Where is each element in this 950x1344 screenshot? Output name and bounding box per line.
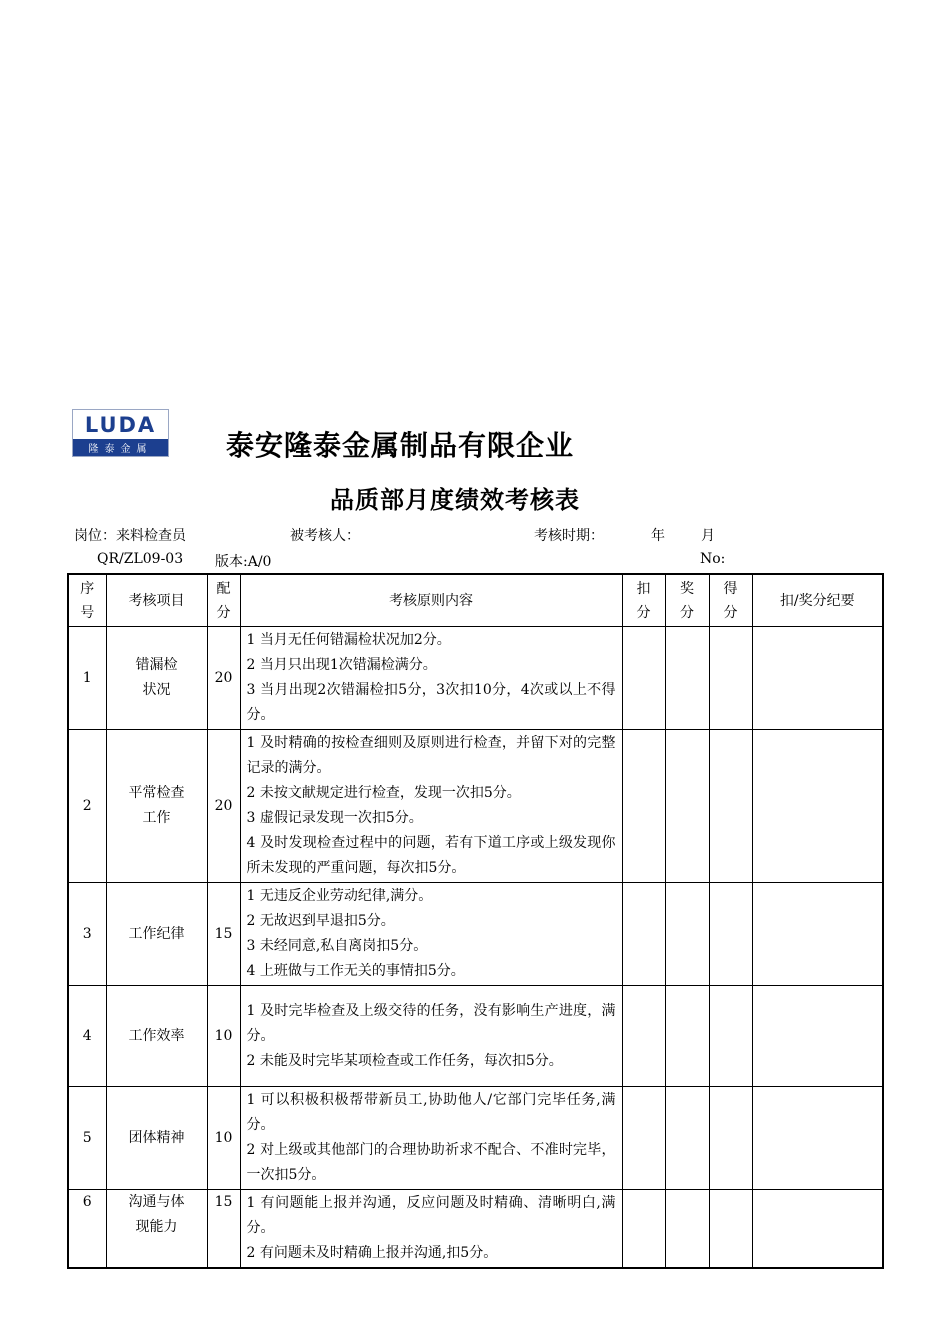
- row-deduct-cell: [622, 627, 665, 730]
- row-get-cell: [709, 883, 752, 986]
- logo-brand: LUDA: [84, 412, 157, 437]
- row-content: [240, 730, 622, 883]
- row-reward-cell: [665, 1190, 709, 1269]
- content-line: 2 对上级或其他部门的合理协助祈求不配合、不准时完毕，一次扣5分。: [246, 1142, 616, 1183]
- period-label: 考核时期：: [534, 528, 604, 544]
- content-line: 2 未能及时完毕某项检查或工作任务，每次扣5分。: [246, 1052, 563, 1069]
- row-notes-cell: [752, 883, 883, 986]
- content-line: 4 及时发现检查过程中的问题，若有下道工序或上级发现你所未发现的严重问题，每次扣5分。: [246, 835, 616, 876]
- header-notes: 扣/奖分纪要: [752, 574, 883, 627]
- version: 版本:A/0: [215, 554, 272, 570]
- assessment-table: [67, 573, 884, 1269]
- row-get-cell: [709, 986, 752, 1087]
- assessee-field: 被考核人：: [290, 528, 360, 544]
- row-item: [106, 883, 207, 986]
- row-reward-cell: [665, 730, 709, 883]
- row-reward-cell: [665, 1087, 709, 1190]
- content-line: 3 未经同意,私自离岗扣5分。: [246, 938, 428, 954]
- year-label: 年: [651, 528, 665, 544]
- row-deduct-cell: [622, 1190, 665, 1269]
- row-item-label: 沟通与体现能力: [128, 1194, 185, 1235]
- table-row: [68, 883, 883, 986]
- content-line: 1 及时精确的按检查细则及原则进行检查，并留下对的完整记录的满分。: [246, 735, 616, 776]
- table-row: [68, 627, 883, 730]
- row-reward-cell: [665, 627, 709, 730]
- row-seq: 4: [68, 986, 106, 1087]
- header-get: 得分: [709, 574, 752, 627]
- content-line: 1 可以积极积极帮带新员工,协助他人/它部门完毕任务,满分。: [246, 1092, 616, 1133]
- form-title: 品质部月度绩效考核表: [330, 486, 580, 514]
- row-seq: 6: [68, 1190, 106, 1269]
- row-get-cell: [709, 627, 752, 730]
- row-reward-cell: [665, 883, 709, 986]
- content-line: 4 上班做与工作无关的事情扣5分。: [246, 963, 465, 979]
- content-line: 2 未按文献规定进行检查，发现一次扣5分。: [246, 785, 521, 801]
- row-item: [106, 1190, 207, 1269]
- table-row: [68, 1087, 883, 1190]
- row-score: 15: [207, 1190, 240, 1269]
- content-line: 1 无违反企业劳动纪律,满分。: [246, 888, 433, 904]
- content-line: 1 当月无任何错漏检状况加2分。: [246, 632, 451, 648]
- doc-code: QR/ZL09-03: [97, 551, 184, 567]
- row-item-label: 工作纪律: [128, 925, 185, 942]
- content-line: 2 无故迟到早退扣5分。: [246, 913, 395, 929]
- row-item-label: 团体精神: [128, 1129, 185, 1146]
- row-get-cell: [709, 730, 752, 883]
- header-deduct: 扣分: [622, 574, 665, 627]
- row-content: [240, 883, 622, 986]
- table-row: [68, 986, 883, 1087]
- row-notes-cell: [752, 627, 883, 730]
- content-line: 3 当月出现2次错漏检扣5分，3次扣10分，4次或以上不得分。: [246, 682, 616, 723]
- row-score: 15: [207, 883, 240, 986]
- company-name: 泰安隆泰金属制品有限企业: [226, 429, 575, 462]
- row-deduct-cell: [622, 883, 665, 986]
- row-item-label: 错漏检状况: [135, 657, 178, 698]
- logo-subtitle: 隆泰金属: [73, 439, 168, 456]
- row-score: 20: [207, 627, 240, 730]
- row-item: [106, 730, 207, 883]
- row-score: 20: [207, 730, 240, 883]
- table-row: [68, 1190, 883, 1269]
- row-item: [106, 627, 207, 730]
- row-seq: 1: [68, 627, 106, 730]
- row-item: [106, 1087, 207, 1190]
- row-seq: 5: [68, 1087, 106, 1190]
- row-deduct-cell: [622, 986, 665, 1087]
- header-seq: 序号: [68, 574, 106, 627]
- content-line: 2 当月只出现1次错漏检满分。: [246, 657, 437, 673]
- row-deduct-cell: [622, 1087, 665, 1190]
- row-item-label: 平常检查工作: [128, 785, 185, 826]
- position-field: 岗位：来料检查员: [74, 528, 186, 544]
- row-seq: 2: [68, 730, 106, 883]
- row-item-label: 工作效率: [128, 1027, 185, 1044]
- row-content: [240, 627, 622, 730]
- content-line: 2 有问题未及时精确上报并沟通,扣5分。: [246, 1245, 498, 1261]
- row-notes-cell: [752, 986, 883, 1087]
- table-header-row: [68, 574, 883, 627]
- content-line: 1 及时完毕检查及上级交待的任务，没有影响生产进度，满分。: [246, 1002, 616, 1044]
- month-label: 月: [701, 528, 715, 544]
- row-content: [240, 1190, 622, 1269]
- doc-number-label: No:: [700, 551, 726, 567]
- content-line: 3 虚假记录发现一次扣5分。: [246, 810, 423, 826]
- row-item: [106, 986, 207, 1087]
- row-score: 10: [207, 1087, 240, 1190]
- row-reward-cell: [665, 986, 709, 1087]
- row-get-cell: [709, 1190, 752, 1269]
- header-score: 配分: [207, 574, 240, 627]
- company-logo: [72, 409, 169, 457]
- row-notes-cell: [752, 1190, 883, 1269]
- header-reward: 奖分: [665, 574, 709, 627]
- row-notes-cell: [752, 1087, 883, 1190]
- row-content: [240, 986, 622, 1087]
- row-seq: 3: [68, 883, 106, 986]
- header-content: 考核原则内容: [240, 574, 622, 627]
- row-notes-cell: [752, 730, 883, 883]
- row-score: 10: [207, 986, 240, 1087]
- row-content: [240, 1087, 622, 1190]
- row-get-cell: [709, 1087, 752, 1190]
- table-row: [68, 730, 883, 883]
- content-line: 1 有问题能上报并沟通，反应问题及时精确、清晰明白,满分。: [246, 1195, 616, 1236]
- row-deduct-cell: [622, 730, 665, 883]
- header-item: 考核项目: [106, 574, 207, 627]
